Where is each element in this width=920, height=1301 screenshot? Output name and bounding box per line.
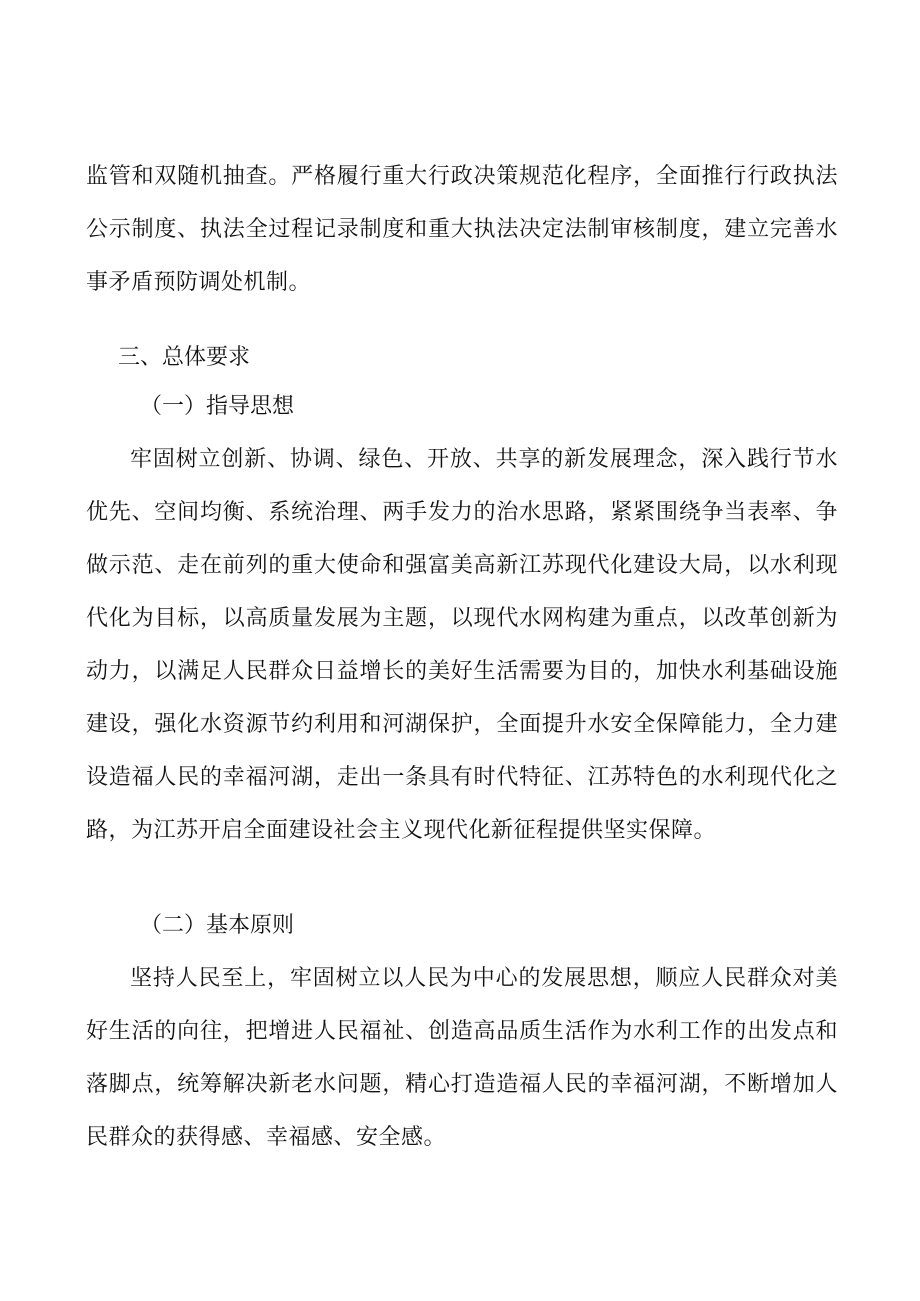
paragraph-continuation: 监管和双随机抽查。严格履行重大行政决策规范化程序，全面推行行政执法公示制度、执法全过程记录制度和重大执法决定法制审核制度，建立完善水事矛盾预防调处机制。 [86,164,838,295]
subsection-heading-guiding-ideology: （一）指导思想 [140,394,295,419]
paragraph-guiding-ideology: 牢固树立创新、协调、绿色、开放、共享的新发展理念，深入践行节水优先、空间均衡、系统治理、两手发力的治水思路，紧紧围绕争当表率、争做示范、走在前列的重大使命和强富美高新江苏现代化建设大局，以水利现代化为目标，以高质量发展为主题，以现代水网构建为重点，以改革创新为动力，以满足人民群众日益增长的美好生活需要为目的，加快水利基础设施建设，强化水资源节约利用和河湖保护，全面提升水安全保障能力，全力建设造福人民的幸福河湖，走出一条具有时代特征、江苏特色的水利现代化之路，为江苏开启全面建设社会主义现代化新征程提供坚实保障。 [86,447,838,843]
subsection-heading-basic-principles: （二）基本原则 [140,913,295,938]
section-heading-overall-requirements: 三、总体要求 [118,345,251,370]
paragraph-people-first: 坚持人民至上，牢固树立以人民为中心的发展思想，顺应人民群众对美好生活的向往，把增进人民福祉、创造高品质生活作为水利工作的出发点和落脚点，统筹解决新老水问题，精心打造造福人民的幸福河湖，不断增加人民群众的获得感、幸福感、安全感。 [86,966,838,1150]
